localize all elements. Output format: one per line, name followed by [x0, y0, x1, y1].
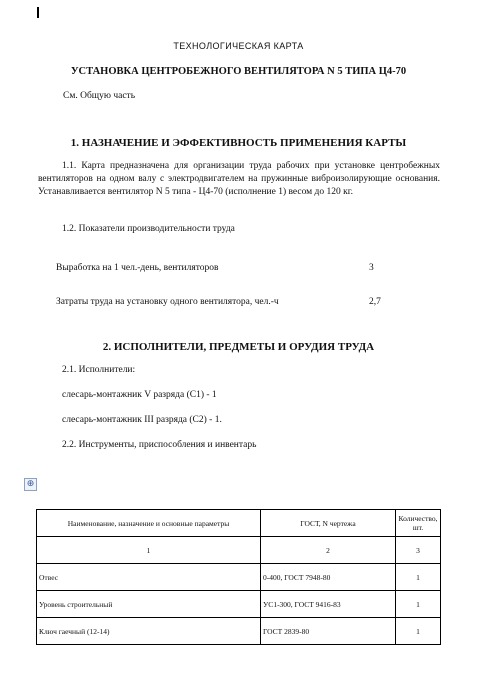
table-row — [37, 591, 441, 618]
metric-label-output: Выработка на 1 чел.-день, вентиляторов — [56, 263, 219, 273]
metric-value-output: 3 — [369, 263, 374, 273]
doc-header: ТЕХНОЛОГИЧЕСКАЯ КАРТА — [173, 41, 304, 51]
table-cell: 1 — [396, 564, 441, 591]
worker-line-1: слесарь-монтажник V разряда (С1) - 1 — [62, 390, 217, 400]
table-header-cell: Количество, шт. — [396, 510, 441, 537]
worker-line-2: слесарь-монтажник III разряда (С2) - 1. — [62, 415, 222, 425]
table-cell: ГОСТ 2839-80 — [261, 618, 396, 645]
section2-paragraph-3: 2.2. Инструменты, приспособления и инвентарь — [62, 440, 257, 450]
section1-paragraph-2: 1.2. Показатели производительности труда — [62, 224, 235, 234]
table-cell: Ключ гаечный (12-14) — [37, 618, 261, 645]
section1-heading: 1. НАЗНАЧЕНИЕ И ЭФФЕКТИВНОСТЬ ПРИМЕНЕНИЯ КАРТЫ — [70, 137, 407, 149]
table-cell: Уровень строительный — [37, 591, 261, 618]
table-header-row — [37, 510, 441, 537]
table-header-cell: Наименование, назначение и основные параметры — [37, 510, 261, 537]
table-row — [37, 564, 441, 591]
table-index-row — [37, 537, 441, 564]
table-cell: УС1-300, ГОСТ 9416-83 — [261, 591, 396, 618]
text-cursor — [37, 7, 39, 18]
see-general-note: См. Общую часть — [63, 91, 136, 101]
table-cell: 0-400, ГОСТ 7948-80 — [261, 564, 396, 591]
section1-paragraph-1: 1.1. Карта предназначена для организации труда рабочих при установке центробежных вентиляторов на одном валу с электродвигателем на пружинные виброизолирующие основания. Устанавливается вентилятор N 5 типа - Ц4-70 (исполнение 1) весом до 120 кг. — [38, 161, 440, 197]
table-row — [37, 618, 441, 645]
table-cell: 1 — [396, 618, 441, 645]
table-header-cell: ГОСТ, N чертежа — [261, 510, 396, 537]
metric-label-labor: Затраты труда на установку одного вентилятора, чел.-ч — [56, 297, 279, 307]
table-index-cell: 3 — [396, 537, 441, 564]
table-index-cell: 2 — [261, 537, 396, 564]
table-cell: 1 — [396, 591, 441, 618]
tools-table — [36, 509, 441, 645]
table-index-cell: 1 — [37, 537, 261, 564]
section2-paragraph-1: 2.1. Исполнители: — [62, 365, 136, 375]
doc-title: УСТАНОВКА ЦЕНТРОБЕЖНОГО ВЕНТИЛЯТОРА N 5 ТИПА Ц4-70 — [70, 66, 407, 77]
section2-heading: 2. ИСПОЛНИТЕЛИ, ПРЕДМЕТЫ И ОРУДИЯ ТРУДА — [102, 341, 375, 353]
metric-value-labor: 2,7 — [369, 297, 381, 307]
table-move-handle-icon[interactable]: ⊕ — [24, 478, 37, 491]
table-cell: Отвес — [37, 564, 261, 591]
